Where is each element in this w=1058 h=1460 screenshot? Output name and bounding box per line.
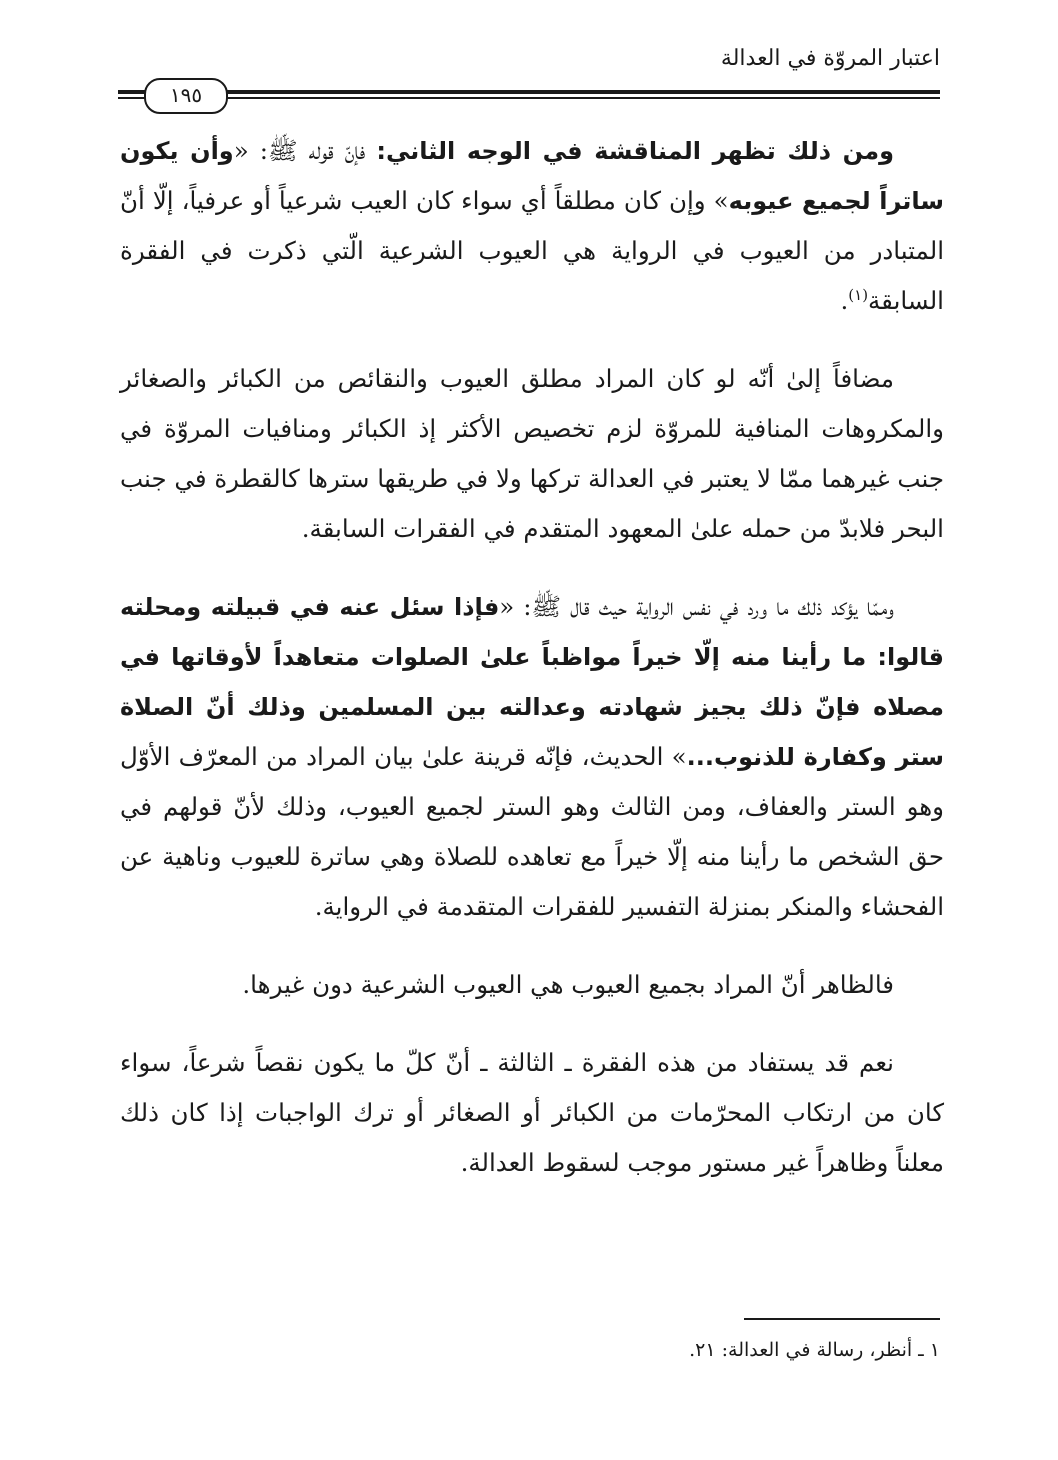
paragraph-1-text-b: » وإن كان مطلقاً أي سواء كان العيب شرعياً أو عرفياً، إلّا أنّ المتبادر من العيوب في الرواية هي العيوب الشرعية الّتي ذكرت في الفقرة السابقة: [120, 186, 944, 315]
paragraph-1-end: .: [840, 286, 849, 315]
paragraph-3-text-b: » الحديث، فإنّه قرينة علىٰ بيان المراد من المعرّف الأوّل وهو الستر والعفاف، ومن الثالث وهو الستر لجميع العيوب، وذلك لأنّ قولهم في حق الشخص ما رأينا منه إلّا خيراً مع تعاهده للصلاة وهي ساترة للعيوب وناهية عن الفحشاء والمنكر بمنزلة التفسير للفقرات المتقدمة في الرواية.: [120, 742, 944, 921]
paragraph-2: مضافاً إلىٰ أنّه لو كان المراد مطلق العيوب والنقائص من الكبائر والصغائر والمكروهات المنافية للمروّة لزم تخصيص الأكثر إذ الكبائر ومنافيات المروّة في جنب غيرهما ممّا لا يعتبر في العدالة تركها ولا في طريقها سترها كالقطرة في جنب البحر فلابدّ من حمله علىٰ المعهود المتقدم في الفقرات السابقة.: [120, 364, 944, 543]
footnote-1: ١ ـ أنظر، رسالة في العدالة: ٢١.: [689, 1339, 940, 1361]
paragraph-1-heading: ومن ذلك تظهر المناقشة في الوجه الثاني:: [376, 137, 895, 165]
paragraph-4: فالظاهر أنّ المراد بجميع العيوب هي العيوب الشرعية دون غيرها.: [242, 970, 894, 999]
footnote-reference-1[interactable]: (١): [848, 285, 869, 304]
main-text: [120, 126, 944, 1188]
header-rule-thick-line: [118, 90, 940, 94]
header-rule-thin-line: [118, 97, 940, 99]
paragraph-1-text-a: فإنّ قوله ﷺ: «: [233, 136, 377, 165]
page-number-badge: ١٩٥: [144, 78, 228, 114]
footnote-separator: [744, 1318, 940, 1320]
paragraph-1: [120, 126, 944, 326]
header-rule: [118, 84, 940, 106]
running-header-title: اعتبار المروّة في العدالة: [720, 46, 940, 71]
paragraph-3: [120, 582, 944, 932]
paragraph-1-quote: وأن يكون ساتراً لجميع عيوبه: [120, 137, 945, 215]
paragraph-5: نعم قد يستفاد من هذه الفقرة ـ الثالثة ـ أنّ كلّ ما يكون نقصاً شرعاً، سواء كان من ارتكاب المحرّمات من الكبائر أو الصغائر أو ترك الواجبات إذا كان ذلك معلناً وظاهراً غير مستور موجب لسقوط العدالة.: [120, 1048, 944, 1177]
paragraph-3-quote: فإذا سئل عنه في قبيلته ومحلته قالوا: ما رأينا منه إلّا خيراً مواظباً علىٰ الصلوات متعاهداً لأوقاتها في مصلاه فإنّ ذلك يجيز شهادته وعدالته بين المسلمين وذلك أنّ الصلاة ستر وكفارة للذنوب...: [120, 593, 944, 771]
paragraph-3-text-a: وممّا يؤكد ذلك ما ورد في نفس الرواية حيث قال ﷺ: «: [499, 592, 894, 621]
